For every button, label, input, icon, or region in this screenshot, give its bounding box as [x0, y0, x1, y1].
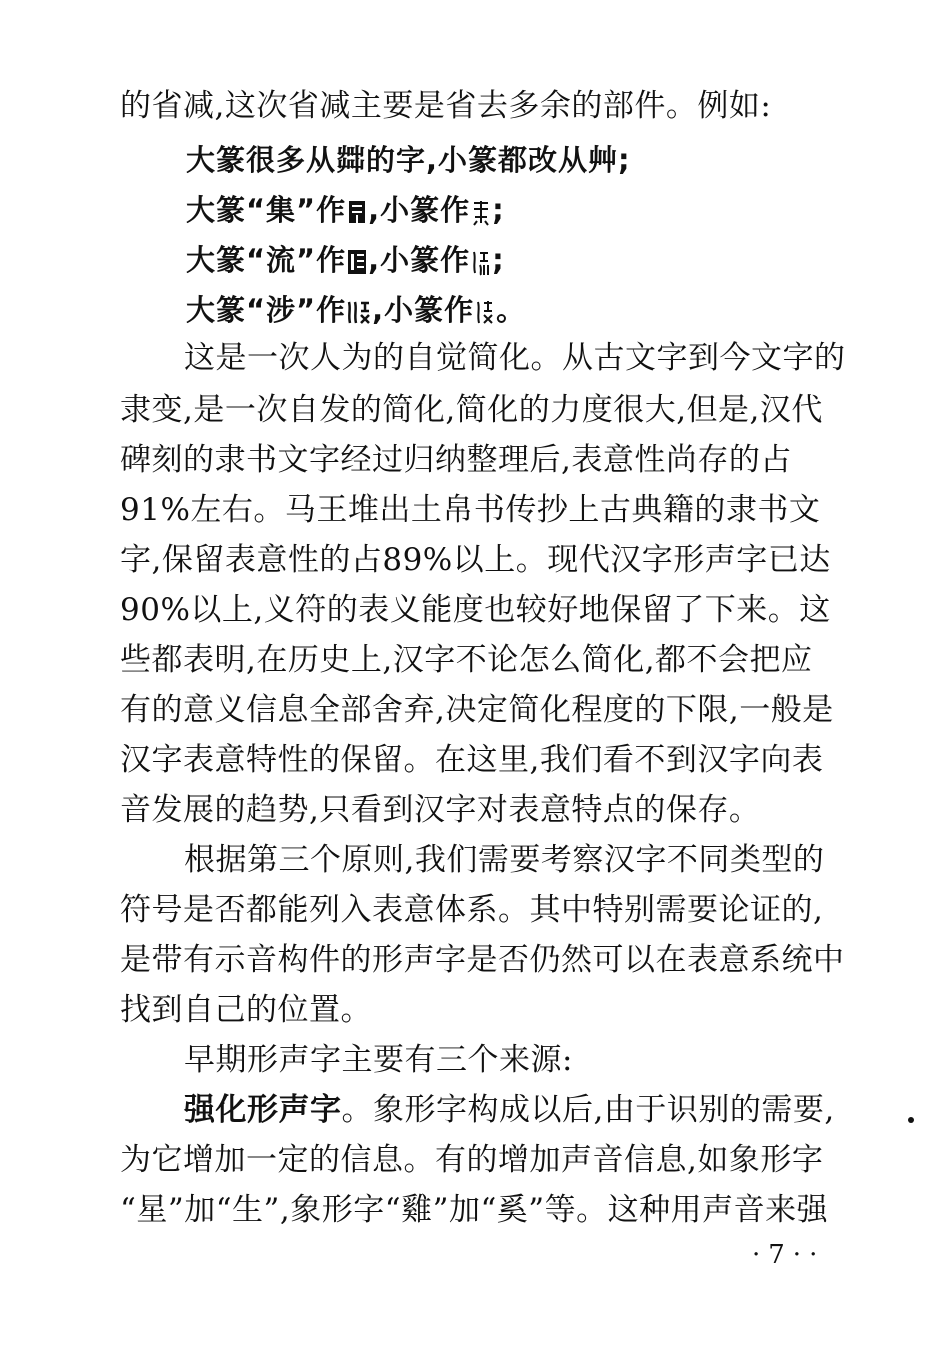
text-line-12: 根据第三个原则,我们需要考察汉字不同类型的	[184, 842, 825, 878]
text-line-13: 符号是否都能列入表意体系。其中特别需要论证的,	[120, 892, 824, 928]
example-line-4	[186, 290, 846, 330]
example-3-part-b: ,小篆作	[368, 243, 471, 277]
text-line-18: 为它增加一定的信息。有的增加声音信息,如象形字	[120, 1142, 824, 1178]
small-seal-glyph-icon	[474, 297, 496, 327]
example-3-part-c: ;	[492, 243, 505, 277]
text-line-19: “星”加“生”,象形字“雞”加“奚”等。这种用声音来强	[120, 1192, 829, 1228]
text-line-14: 是带有示音构件的形声字是否仍然可以在表意系统中	[120, 942, 845, 978]
seal-script-glyph-icon	[346, 197, 368, 227]
text-line-5: 91%左右。马王堆出土帛书传抄上古典籍的隶书文	[120, 492, 821, 528]
text-line-8: 些都表明,在历史上,汉字不论怎么简化,都不会把应	[120, 642, 813, 678]
text-line-17	[184, 1090, 844, 1130]
text-line-3: 隶变,是一次自发的简化,简化的力度很大,但是,汉代	[120, 392, 823, 428]
example-4-part-b: ,小篆作	[372, 293, 475, 327]
text-line-7: 90%以上,义符的表义能度也较好地保留了下来。这	[120, 592, 831, 628]
example-line-1: 大篆很多从茻的字,小篆都改从艸;	[186, 143, 631, 177]
margin-dot	[908, 1117, 914, 1123]
example-2-part-c: ;	[492, 193, 505, 227]
text-line-4: 碑刻的隶书文字经过归纳整理后,表意性尚存的占	[120, 442, 792, 478]
small-seal-glyph-icon	[470, 247, 492, 277]
text-line-11: 音发展的趋势,只看到汉字对表意特点的保存。	[120, 792, 761, 828]
page-number: ·7··	[752, 1240, 826, 1270]
text-line-15: 找到自己的位置。	[120, 992, 372, 1028]
example-2-part-b: ,小篆作	[368, 193, 471, 227]
text-line-9: 有的意义信息全部舍弃,决定简化程度的下限,一般是	[120, 692, 834, 728]
example-4-part-a: 大篆“涉”作	[186, 293, 347, 327]
text-line-1: 的省减,这次省减主要是省去多余的部件。例如:	[120, 88, 772, 124]
text-line-10: 汉字表意特性的保留。在这里,我们看不到汉字向表	[120, 742, 824, 778]
strengthen-term: 强化形声字	[184, 1092, 342, 1128]
strengthen-rest: 。象形字构成以后,由于识别的需要,	[341, 1092, 835, 1128]
example-line-2	[186, 190, 846, 230]
example-line-3	[186, 240, 846, 280]
seal-script-glyph-icon	[346, 297, 372, 327]
small-seal-glyph-icon	[470, 197, 492, 227]
text-line-6: 字,保留表意性的占89%以上。现代汉字形声字已达	[120, 542, 831, 578]
text-line-2: 这是一次人为的自觉简化。从古文字到今文字的	[184, 340, 846, 376]
example-3-part-a: 大篆“流”作	[186, 243, 347, 277]
example-4-part-c: 。	[496, 293, 527, 327]
example-2-part-a: 大篆“集”作	[186, 193, 347, 227]
text-line-16: 早期形声字主要有三个来源:	[184, 1042, 573, 1078]
seal-script-glyph-icon	[346, 247, 368, 277]
